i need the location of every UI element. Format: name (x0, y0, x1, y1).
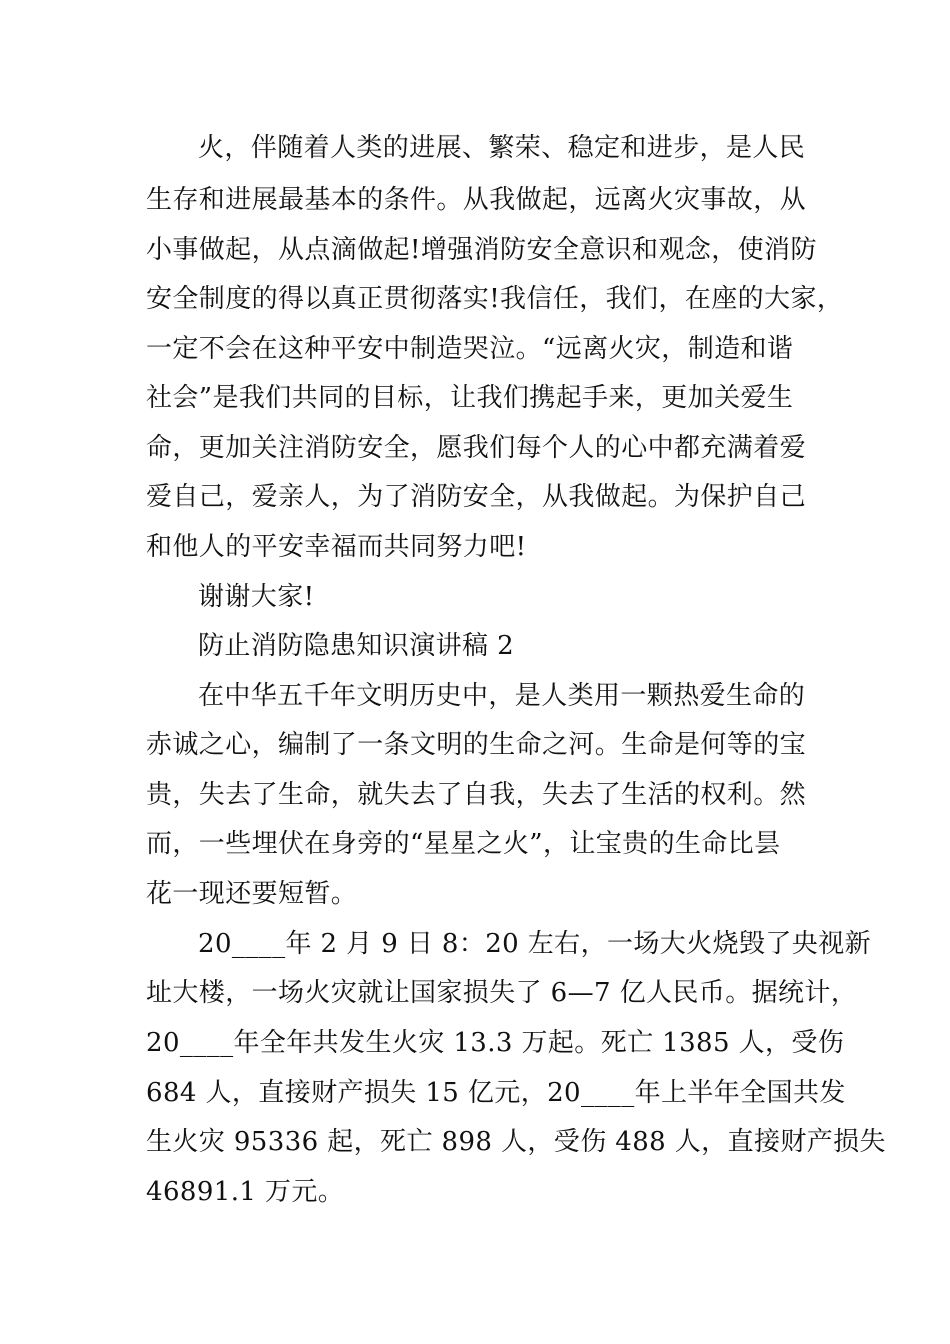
paragraph-line: 20____年 2 月 9 日 8：20 左右，一场大火烧毁了央视新 (198, 929, 871, 959)
paragraph-line: 46891.1 万元。 (146, 1177, 345, 1207)
paragraph-line: 花一现还要短暂。 (146, 879, 358, 909)
section-title: 防止消防隐患知识演讲稿 2 (198, 631, 515, 661)
paragraph-line: 小事做起，从点滴做起!增强消防安全意识和观念，使消防 (146, 235, 817, 265)
paragraph-line: 爱自己，爱亲人，为了消防安全，从我做起。为保护自己 (146, 482, 807, 512)
paragraph-line: 而，一些埋伏在身旁的“星星之火”，让宝贵的生命比昙 (146, 829, 781, 859)
paragraph-line: 生存和进展最基本的条件。从我做起，远离火灾事故，从 (146, 185, 807, 215)
paragraph-line: 社会”是我们共同的目标，让我们携起手来，更加关爱生 (146, 383, 794, 413)
paragraph-line: 址大楼，一场火灾就让国家损失了 6—7 亿人民币。据统计， (146, 978, 858, 1008)
paragraph-line: 命，更加关注消防安全，愿我们每个人的心中都充满着爱 (146, 433, 807, 463)
paragraph-line: 一定不会在这种平安中制造哭泣。“远离火灾，制造和谐 (146, 334, 794, 364)
paragraph-line: 在中华五千年文明历史中，是人类用一颗热爱生命的 (198, 681, 806, 711)
paragraph-line: 贵，失去了生命，就失去了自我，失去了生活的权利。然 (146, 780, 807, 810)
paragraph-line: 684 人，直接财产损失 15 亿元，20____年上半年全国共发 (146, 1078, 846, 1108)
paragraph-line: 和他人的平安幸福而共同努力吧! (146, 532, 527, 562)
paragraph-line: 20____年全年共发生火灾 13.3 万起。死亡 1385 人，受伤 (146, 1028, 845, 1058)
closing-thanks: 谢谢大家! (198, 582, 315, 612)
paragraph-line: 火，伴随着人类的进展、繁荣、稳定和进步，是人民 (198, 133, 806, 163)
paragraph-line: 赤诚之心，编制了一条文明的生命之河。生命是何等的宝 (146, 730, 807, 760)
paragraph-line: 安全制度的得以真正贯彻落实!我信任，我们，在座的大家， (146, 284, 844, 314)
paragraph-line: 生火灾 95336 起，死亡 898 人，受伤 488 人，直接财产损失 (146, 1127, 886, 1157)
